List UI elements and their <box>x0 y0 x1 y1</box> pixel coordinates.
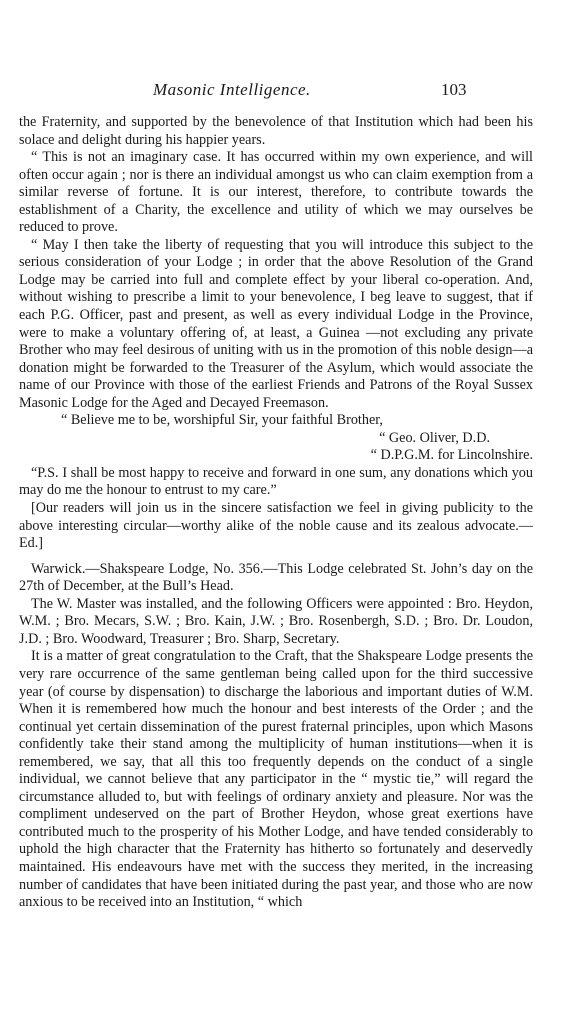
paragraph-request: “ May I then take the liberty of requesting that you will introduce this subject to the serious consideration of your Lodge ; in order that the above Resolution of the Grand Lodge may be carried into full and complete effect by your liberal co-operation. And, without wishing to prescribe a limit to your benevolence, I beg leave to suggest, that if each P.G. Officer, past and present, as well as every individual Lodge in the Province, were to make a voluntary offering of, at least, a Guinea —not excluding any private Brother who may feel desirous of uniting with us in the promotion of this noble design—a donation might be forwarded to the Treasurer of the Asylum, which would associate the name of our Province with those of the earliest Friends and Patrons of the Royal Sussex Masonic Lodge for the Aged and Decayed Freemason. <box>19 236 533 411</box>
paragraph-warwick-lodge: Warwick.—Shakspeare Lodge, No. 356.—This Lodge celebrated St. John’s day on the 27th of December, at the Bull’s Head. <box>19 560 533 595</box>
letter-closing: “ Believe me to be, worshipful Sir, your faithful Brother, <box>61 412 383 429</box>
paragraph-imaginary-case: “ This is not an imaginary case. It has occurred within my own experience, and will often occur again ; nor is there an individual amongst us who can claim exemption from a similar reverse of fortune. It is our interest, therefore, to contribute towards the establishment of a Charity, the excellence and utility of which we may ourselves be reduced to prove. <box>19 149 533 236</box>
paragraph-officers: The W. Master was installed, and the following Officers were appointed : Bro. Heydon, W.M. ; Bro. Mecars, S.W. ; Bro. Kain, J.W. ; Bro. Rosenbergh, S.D. ; Bro. Dr. Loudon, J.D. ; Bro. Woodward, Treasurer ; Bro. Sharp, Secretary. <box>19 595 533 647</box>
paragraph-postscript: “P.S. I shall be most happy to receive and forward in one sum, any donations which you may do me the honour to entrust to my care.” <box>19 464 533 499</box>
body-text <box>19 114 533 912</box>
paragraph-continuation: the Fraternity, and supported by the benevolence of that Institution which had been his solace and delight during his happier years. <box>19 114 533 148</box>
running-title: Masonic Intelligence. <box>153 80 311 99</box>
letter-signature: “ Geo. Oliver, D.D. <box>379 429 490 446</box>
page-number: 103 <box>441 80 467 99</box>
running-head <box>0 80 581 102</box>
paragraph-congratulation: It is a matter of great congratulation to the Craft, that the Shakspeare Lodge presents the very rare occurrence of the same gentleman being called upon for the third successive year (of course by dispensation) to discharge the laborious and important duties of W.M. When it is remembered how much the honour and best interests of the Order ; and the continual yet certain dissemination of the purest fraternal principles, upon which Masons confidently take their stand among the multiplicity of human institutions—when it is remembered, we say, that all this too frequently depends on the conduct of a single individual, we cannot believe that any participator in the “ mystic tie,” will regard the circumstance alluded to, but with feelings of ordinary anxiety and pleasure. Nor was the compliment undeserved on the part of Brother Heydon, whose great exertions have contributed much to the prosperity of his Mother Lodge, and have tended considerably to uphold the high character that the Fraternity has hitherto so fortunately and deservedly maintained. His endeavours have met with the success they merited, in the increasing number of candidates that have been initiated during the past year, and those who are now anxious to be received into an Institution, “ which <box>19 648 533 911</box>
paragraph-editor-note: [Our readers will join us in the sincere satisfaction we feel in giving publicity to the above interesting circular—worthy alike of the noble cause and its zealous advocate.—Ed.] <box>19 500 533 552</box>
letter-signature-title: “ D.P.G.M. for Lincolnshire. <box>370 447 533 464</box>
